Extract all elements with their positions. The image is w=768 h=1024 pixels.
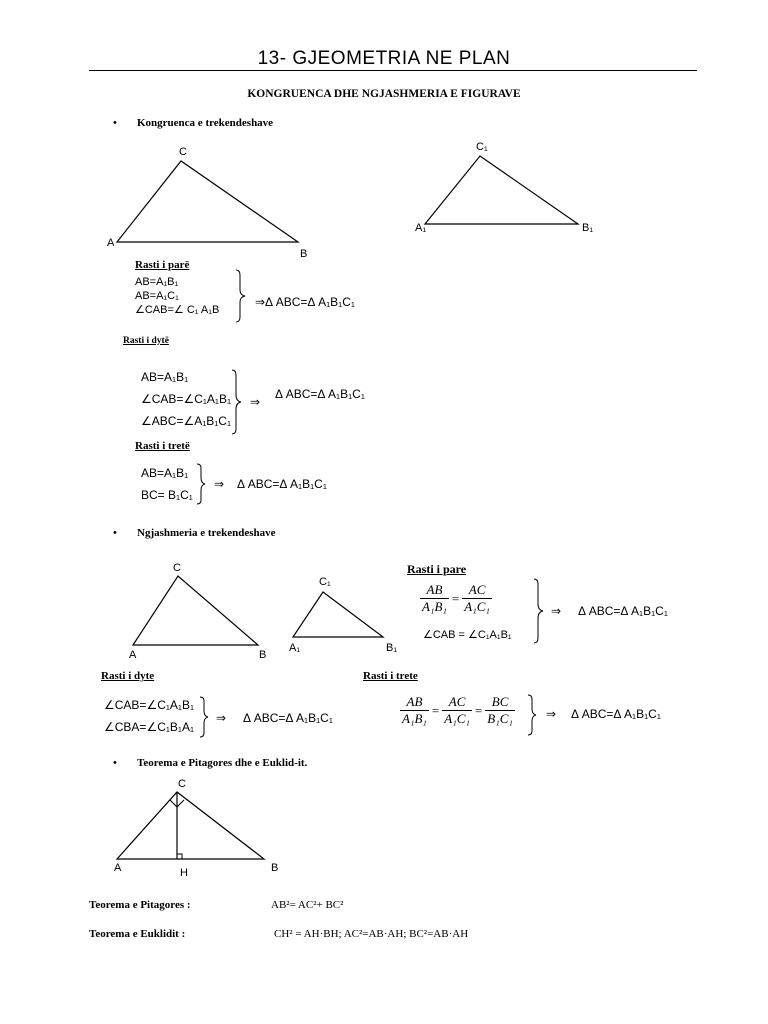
vertex-label-h: H xyxy=(180,867,188,879)
bullet-icon: • xyxy=(113,757,117,769)
vertex-label-a1: A₁ xyxy=(415,222,427,234)
case-title-similarity-1: Rasti i pare xyxy=(407,562,467,576)
case-title-similarity-2: Rasti i dyte xyxy=(101,670,155,682)
condition-item: AB=A₁B₁ xyxy=(141,370,189,384)
case-title-congruence-3: Rasti i tretë xyxy=(135,440,190,452)
implies-arrow-similarity-1: ⇒ xyxy=(551,604,562,618)
right-triangle-abc xyxy=(117,792,264,859)
condition-item: AB=A₁C₁ xyxy=(135,290,179,302)
vertex-label-c1: C₁ xyxy=(476,141,488,153)
vertex-label-b1: B₁ xyxy=(582,222,594,234)
fraction: $\frac{AC}{\text{A₁C₁}}$ xyxy=(444,694,470,726)
label-pythagorean-theorem: Teorema e Pitagores : xyxy=(89,899,191,911)
vertex-label-b: B xyxy=(259,649,267,661)
triangle-a1b1c1-congruence xyxy=(425,156,578,224)
result-similarity-2: Δ ABC=Δ A₁B₁C₁ xyxy=(243,711,333,725)
result-similarity-3: Δ ABC=Δ A₁B₁C₁ xyxy=(571,707,661,721)
fraction: $\frac{AB}{\text{A₁B₁}}$ xyxy=(402,694,427,726)
bullet-icon: • xyxy=(113,527,117,539)
case-title-congruence-2: Rasti i dytë xyxy=(123,336,169,346)
condition-list-congruence-3 xyxy=(141,462,193,506)
condition-item: ∠ABC=∠A₁B₁C₁ xyxy=(141,414,232,428)
brace-similarity-case2 xyxy=(200,697,208,737)
heading-text: Kongruenca e trekendeshave xyxy=(137,117,274,129)
condition-item: ∠CAB=∠ C₁ A₁B xyxy=(135,304,220,316)
implies-arrow-congruence-3: ⇒ xyxy=(214,477,225,491)
result-congruence-1: ⇒Δ ABC=Δ A₁B₁C₁ xyxy=(255,295,355,309)
ratio-equation-similarity-3: $\frac{AB}{\text{A₁B₁}}$ = $\frac{AC}{\text{A₁C₁}}$ = $\frac{BC}{\text{B₁C₁}}$ xyxy=(402,694,513,726)
brace-congruence-case1 xyxy=(236,270,245,322)
vertex-label-c: C xyxy=(179,146,187,158)
vertex-label-a1: A₁ xyxy=(289,642,301,654)
condition-item: ∠CBA=∠C₁B₁A₁ xyxy=(104,720,195,734)
brace-similarity-case1 xyxy=(534,579,543,643)
condition-item: AB=A₁B₁ xyxy=(135,276,179,288)
result-congruence-3: Δ ABC=Δ A₁B₁C₁ xyxy=(237,477,327,491)
bullet-icon: • xyxy=(113,117,117,129)
label-euclid-theorem: Teorema e Euklidit : xyxy=(89,928,186,940)
case-title-congruence-1: Rasti i parë xyxy=(135,259,190,271)
page-subtitle: KONGRUENCA DHE NGJASHMERIA E FIGURAVE xyxy=(247,88,521,100)
implies-arrow-similarity-2: ⇒ xyxy=(216,711,227,725)
triangle-abc-congruence xyxy=(117,161,298,242)
triangle-abc-similarity xyxy=(133,576,258,645)
fraction: $\frac{AC}{\text{A₁C₁}}$ xyxy=(464,582,490,614)
condition-item: ∠CAB=∠C₁A₁B₁ xyxy=(104,698,195,712)
implies-arrow-similarity-3: ⇒ xyxy=(546,707,557,721)
vertex-label-c: C xyxy=(178,778,186,790)
result-similarity-1: Δ ABC=Δ A₁B₁C₁ xyxy=(578,604,668,618)
right-angle-mark-h xyxy=(177,854,182,859)
vertex-label-b: B xyxy=(300,248,308,260)
result-congruence-2: Δ ABC=Δ A₁B₁C₁ xyxy=(275,387,365,401)
brace-similarity-case3 xyxy=(528,695,536,735)
condition-item: AB=A₁B₁ xyxy=(141,466,189,480)
heading-text: Ngjashmeria e trekendeshave xyxy=(137,527,276,539)
section-heading-similarity xyxy=(113,527,276,539)
heading-text: Teorema e Pitagores dhe e Euklid-it. xyxy=(137,757,308,769)
condition-item: BC= B₁C₁ xyxy=(141,488,193,502)
fraction: $\frac{AB}{\text{A₁B₁}}$ xyxy=(422,582,447,614)
ratio-equation-similarity-1: $\frac{AB}{\text{A₁B₁}}$ = $\frac{AC}{\text{A₁C₁}}$ xyxy=(422,582,490,614)
formula-pythagorean-theorem: AB²= AC²+ BC² xyxy=(271,899,344,911)
section-heading-theorems xyxy=(113,757,307,769)
condition-item: ∠CAB=∠C₁A₁B₁ xyxy=(141,392,232,406)
section-heading-congruence xyxy=(113,117,273,129)
condition-list-congruence-1 xyxy=(135,275,219,317)
vertex-label-c: C xyxy=(173,562,181,574)
brace-congruence-case2 xyxy=(232,370,241,434)
brace-congruence-case3 xyxy=(197,464,205,504)
fraction: $\frac{BC}{\text{B₁C₁}}$ xyxy=(487,694,513,726)
vertex-label-a: A xyxy=(114,862,122,874)
condition-list-congruence-2 xyxy=(141,366,231,432)
triangle-a1b1c1-similarity xyxy=(293,592,383,637)
vertex-label-b1: B₁ xyxy=(386,642,398,654)
case-title-similarity-3: Rasti i trete xyxy=(363,670,418,682)
formula-euclid-theorem: CH² = AH·BH; AC²=AB·AH; BC²=AB·AH xyxy=(274,928,469,940)
condition-list-similarity-2 xyxy=(104,694,194,738)
vertex-label-a: A xyxy=(129,649,137,661)
vertex-label-c1: C₁ xyxy=(319,576,331,588)
vertex-label-a: A xyxy=(107,237,115,249)
angle-condition-similarity-1: ∠CAB = ∠C₁A₁B₁ xyxy=(423,629,512,641)
vertex-label-b: B xyxy=(271,862,279,874)
implies-arrow-congruence-2: ⇒ xyxy=(250,395,261,409)
page-title: 13- GJEOMETRIA NE PLAN xyxy=(257,48,511,69)
